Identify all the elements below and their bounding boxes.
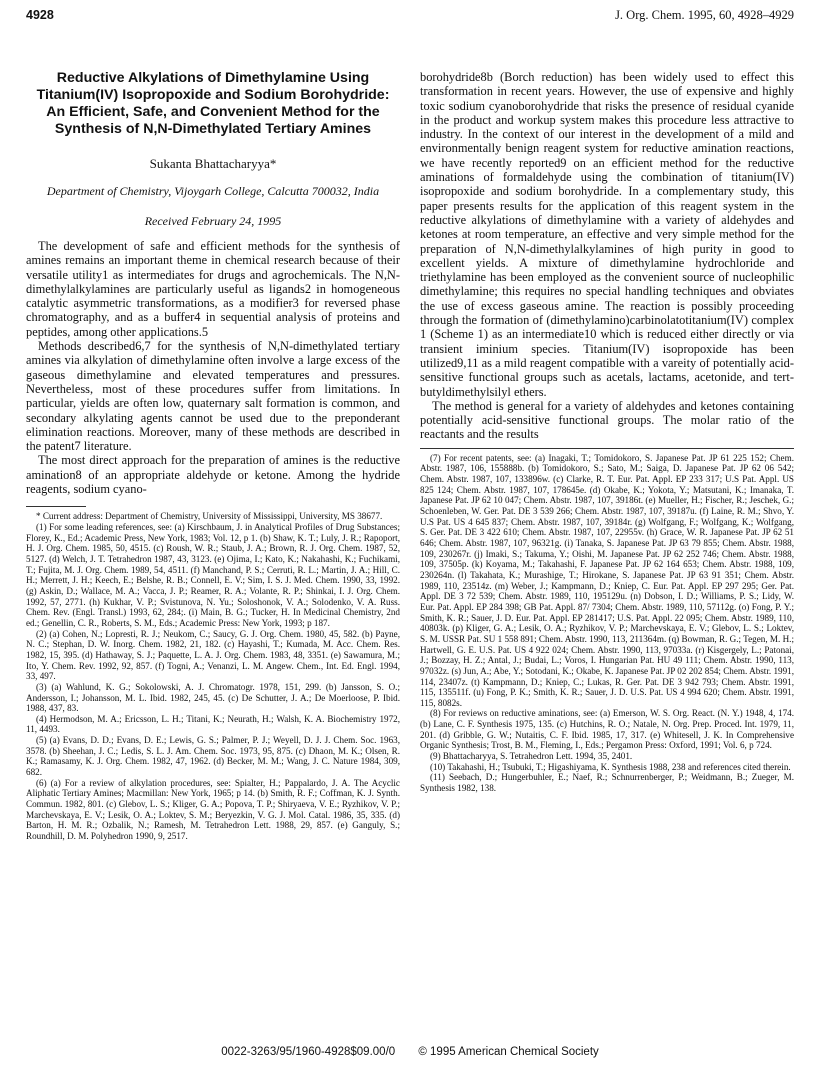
footnote: (9) Bhattacharyya, S. Tetrahedron Lett. 1994, 35, 2401. <box>430 751 633 762</box>
footnote: (10) Takahashi, H.; Tsubuki, T.; Higashiyama, K. Synthesis 1988, 238 and references cited therein. <box>430 761 791 772</box>
footnote: * Current address: Department of Chemistry, University of Mississippi, University, MS 38677. <box>36 511 383 522</box>
footnote: (1) For some leading references, see: (a) Kirschbaum, J. in Analytical Profiles of Drug Substances; Florey, K., Ed.; Academic Press, New York, 1983; Vol. 12, p 1. (b) Shaw, K. T.; Luly, J. R.; Rapoport, H. J. Org. Chem. 1985, 50, 4515. (c) Roush, W. R.; Staub, J. A.; Brown, R. J. Org. Chem. 1987, 52, 5127. (d) Welch, J. T. Tetrahedron 1987, 43, 3123. (e) Ojima, I.; Kato, K.; Nakahashi, K.; Fuchikami, T.; Fujita, M. J. Org. Chem. 1989, 54, 4511. (f) Manchand, P. S.; Cerruti, R. L.; Martin, J. A.; Hill, C. H.; Merrett, J. H.; Keech, E.; Belshe, R. B.; Connell, E. V.; Sim, I. S. J. Med. Chem. 1990, 33, 1992. (g) Askin, D.; Wallace, M. A.; Vacca, J. P.; Reamer, R. A.; Volante, R. P.; Shinkai, I. J. Org. Chem. 1992, 57, 2771. (h) Kukhar, V. P.; Svistunova, N. Yu.; Soloshonok, V. A.; Solodenko, V. A. Russ. Chem. Rev. (Engl. Transl.) 1993, 62, 284;. (i) Main, B. G.; Tucker, H. In Medicinal Chemistry, 2nd ed.; Genellin, C. R., Roberts, S. M., Eds.; Academic Press: New York, 1993; p 187. <box>26 522 400 628</box>
body-paragraph: The most direct approach for the preparation of amines is the reductive amination8 of an appropriate aldehyde or ketone. Among the hydride reagents, sodium cyano- <box>26 453 400 497</box>
footnote-divider <box>420 448 794 449</box>
footnote: (2) (a) Cohen, N.; Lopresti, R. J.; Neukom, C.; Saucy, G. J. Org. Chem. 1980, 45, 582. (b) Payne, N. C.; Stephan, D. W. Inorg. Chem. 1982, 21, 182. (c) Hayashi, T.; Kumada, M. Acc. Chem. Res. 1982, 15, 395. (d) Hathaway, S. J.; Paquette, L. A. J. Org. Chem. 1983, 48, 3351. (e) Sawamura, M.; Ito, Y. Chem. Rev. 1992, 92, 857. (f) Togni, A.; Venanzi, L. M. Angew. Chem., Int. Ed. Engl. 1994, 33, 497. <box>26 628 400 682</box>
footnote: (5) (a) Evans, D. D.; Evans, D. E.; Lewis, G. S.; Palmer, P. J.; Weyell, D. J. J. Chem. Soc. 1963, 3578. (b) Sheehan, J. C.; Ledis, S. L. J. Am. Chem. Soc. 1973, 95, 875. (c) Dhaon, M. K.; Olsen, R. K.; Ramasamy, K. J. Org. Chem. 1982, 47, 1962. (d) Becker, M. M.; Wang, J. C. Nature 1984, 309, 682. <box>26 735 400 778</box>
footnote: (3) (a) Wahlund, K. G.; Sokolowski, A. J. Chromatogr. 1978, 151, 299. (b) Jansson, S. O.; Andersson, I.; Johansson, M. L. Ibid. 1982, 245, 45. (c) De Schutter, J. A.; De Moerloose, P. Ibid. 1988, 437, 83. <box>26 681 400 714</box>
page-footer <box>0 1046 820 1058</box>
page-header <box>26 8 794 28</box>
article-code: 0022-3263/95/1960-4928$09.00/0 <box>221 1046 396 1058</box>
affiliation: Department of Chemistry, Vijoygarh College, Calcutta 700032, India <box>46 184 380 198</box>
body-paragraph: borohydride8b (Borch reduction) has been widely used to effect this transformation in recent years. However, the use of expensive and highly toxic sodium cyanoborohydride that risks the presence of residual cyanide in the product and workup system makes this procedure less attractive to industry. In the context of our interest in the development of a mild and environmentally benign reagent system for reductive amination reactions, we have recently reported9 on an efficient method for the reductive aminations of formaldehyde using the combination of titanium(IV) isopropoxide and sodium borohydride. In a complementary study, this paper presents results for the application of this reagent system in the reductive alkylations of dimethylamine with a variety of aldehydes and ketones at room temperature, an effective and very simple method for the preparation of N,N-dimethylalkylamines of high purity in good to excellent yields. A mixture of dimethylamine hydrochloride and triethylamine has been employed as the convenient source of nucleophilic dimethylamine; this requires no special handling techniques and obviates the use of excess gaseous amine. The reaction is possibly proceeding through the formation of (dimethylamino)carbinolatotitanium(IV) complex 1 (Scheme 1) as an intermediate10 which is reduced either directly or via transient iminium species. Titanium(IV) isopropoxide has been utilized9,11 as a mild reagent compatible with a vareity of potentially acid-sensitive functional groups such as acetals, lactams, acetonide, and tert-butyldimethylsilyl ethers. <box>420 70 794 399</box>
footnote: (11) Seebach, D.; Hungerbuhler, E.; Naef, R.; Schnurrenberger, P.; Weidmann, B.; Zueger, M. Synthesis 1982, 138. <box>420 772 794 794</box>
footnote: (8) For reviews on reductive aminations, see: (a) Emerson, W. S. Org. React. (N. Y.) 1948, 4, 174. (b) Lane, C. F. Synthesis 1975, 135. (c) Hutchins, R. O.; Natale, N. Org. Prep. Proced. Int. 1979, 11, 201. (d) Gribble, G. W.; Nutaitis, C. F. Ibid. 1985, 17, 317. (e) Whitesell, J. K. In Comprehensive Organic Synthesis; Trost, B. M., Fleming, I., Eds.; Pergamon Press: Oxford, 1991; Vol. 6, p 724. <box>420 708 794 751</box>
footnote-divider <box>26 506 86 507</box>
footnote: (7) For recent patents, see: (a) Inagaki, T.; Tomidokoro, S. Japanese Pat. JP 61 225 152; Chem. Abstr. 1987, 106, 155888b. (b) Tomidokoro, S.; Sato, M.; Saiga, D. Japanese Pat. JP 62 06 542; Chem. Abstr. 1987, 107, 133896w. (c) Clarke, R. T. Eur. Pat. Appl. EP 233 317; U.S Pat. Appl. US 825 124; Chem. Abstr. 1987, 107, 178645e. (d) Okabe, K.; Yokota, Y.; Matsutani, K.; Imanaka, T. Japanese Pat. JP 62 10 047; Chem. Abstr. 1987, 107, 39186t. (e) Mueller, H.; Fischer, R.; Jeschek, G.; Schoenleben, W. Ger. Pat. DE 3 539 266; Chem. Abstr. 1987, 107, 39187u. (f) Laine, R. M.; Shvo, Y. U.S Pat. US 4 645 837; Chem. Abstr. 1987, 107, 39184r. (g) Wolfgang, F.; Wolfgang, K.; Wolfgang, S. Ger. Pat. DE 3 422 610; Chem. Abstr. 1987, 107, 22955v. (h) Grace, W. R. Japanese Pat. JP 62 51 646; Chem. Abstr. 1987, 107, 96321g. (i) Tanaka, S. Japanese Pat. JP 63 79 855; Chem. Abstr. 1988, 109, 230267r. (j) Imaki, S.; Takuma, Y.; Oishi, M. Japanese Pat. JP 62 252 746; Chem. Abstr. 1988, 109, 37505p. (k) Koyama, M.; Takahashi, F. Japanese Pat. JP 62 164 653; Chem. Abstr. 1988, 109, 230264n. (l) Takahata, K.; Murashige, T.; Hirokane, S. Japanese Pat. JP 63 91 351; Chem. Abstr. 1989, 110, 23514z. (m) Weber, J.; Kampmann, D.; Kniep, C. Eur. Pat. Appl. EP 297 295; Ger. Pat. Appl. DE 3 72 539; Chem. Abstr. 1989, 110, 195129u. (n) Dobson, I. D.; Williams, P. S.; Lidy, W. Eur. Pat. Appl. EP 284 398; GB Pat. Appl. 87/ 7304; Chem. Abstr. 1989, 110, 57112g. (o) Fong, P. Y.; Smith, K. R.; Sauer, J. D. Eur. Pat. Appl. EP 281417; U.S. Pat. Appl. 22 095; Chem. Abstr. 1989, 110, 40803k. (p) Kliger, G. A.; Lesik, O. A.; Ryzhikov, V. P.; Marchevskaya, E. V.; Glebov, L. S.; Loktev, S. M. USSR Pat. SU 1 558 891; Chem. Abstr. 1990, 113, 211364m. (q) Bowman, R. G.; Tegen, M. H.; Hartwell, G. E. U.S. Pat. US 4 922 024; Chem. Abstr. 1990, 113, 97033a. (r) Kisgergely, L.; Patonai, J.; Bozzay, H. Z.; Antal, J.; Budai, L.; Voros, I. Hungarian Pat. HU 49 111; Chem. Abstr. 1990, 113, 97032z. (s) Jun, A.; Abe, Y.; Sotodani, K.; Okabe, K. Japanese Pat. JP 02 202 854; Chem. Abstr. 1991, 114, 23407z. (t) Kampmann, D.; Kniep, C.; Lukas, R. Ger. Pat. DE 3 942 793; Chem. Abstr. 1991, 115, 135511f. (u) Fong, P. K.; Smith, K. R.; Sauer, J. D. U.S. Pat. US 4 994 620; Chem. Abstr. 1991, 115, 8082s. <box>420 452 794 708</box>
right-column <box>420 70 794 794</box>
article-title: Reductive Alkylations of Dimethylamine Using Titanium(IV) Isopropoxide and Sodium Borohydride: An Efficient, Safe, and Convenient Method for the Synthesis of N,N-Dimethylated Tertiary Amines <box>36 70 390 137</box>
body-paragraph: The method is general for a variety of aldehydes and ketones containing potentially acid-sensitive functional groups. The molar ratio of the reactants and the results <box>420 398 794 442</box>
footnote: (6) (a) For a review of alkylation procedures, see: Spialter, H.; Pappalardo, J. A. The Acyclic Aliphatic Tertiary Amines; Macmillan: New York, 1965; p 14. (b) Smith, R. F.; Coffman, K. J. Synth. Commun. 1982, 801. (c) Glebov, L. S.; Kliger, G. A.; Popova, T. P.; Shiryaeva, V. E.; Ryzhikov, V. P.; Marchevskaya, E. V.; Lesik, O. A.; Loktev, S. M.; Beryezkin, V. G. J. Mol. Catal. 1986, 35, 335. (d) Barton, H. M. R.; Ozbalik, N.; Ramesh, M. Tetrahedron Lett. 1988, 29, 857. (e) Ganguly, S.; Roundhill, D. M. Polyhedron 1990, 9, 2517. <box>26 777 400 842</box>
body-paragraph: The development of safe and efficient methods for the synthesis of amines remains an important theme in chemical research because of their versatile utility1 as intermediates for drugs and agrochemicals. The N,N-dimethylalkylamines are particularly useful as ligands2 in homogeneous catalytic asymmetric transformations, as a modifier3 for reversed phase chromatography, and as a buffer4 in sequential analysis of proteins and peptides, among other applications.5 <box>26 239 400 339</box>
footnotes-right <box>420 453 794 794</box>
journal-citation: J. Org. Chem. 1995, 60, 4928–4929 <box>615 8 794 22</box>
body-paragraph: Methods described6,7 for the synthesis of N,N-dimethylated tertiary amines via alkylation of dimethylamine often involve a large excess of the gaseous dimethylamine and elevated temperatures and pressures. Nevertheless, most of these procedures suffer from limitations. In particular, yields are often low, quaternary salt formation is common, and secondary alkylating agents cannot be used due to the preponderant elimination reactions. Moreover, many of these methods are described in the patent7 literature. <box>26 339 400 454</box>
received-date: Received February 24, 1995 <box>144 214 282 228</box>
left-column <box>26 70 400 842</box>
copyright: © 1995 American Chemical Society <box>418 1046 599 1058</box>
footnote: (4) Hermodson, M. A.; Ericsson, L. H.; Titani, K.; Neurath, H.; Walsh, K. A. Biochemistry 1972, 11, 4493. <box>26 713 400 735</box>
page-number: 4928 <box>26 8 54 22</box>
footnotes-left <box>26 511 400 841</box>
author: Sukanta Bhattacharyya* <box>149 156 277 171</box>
